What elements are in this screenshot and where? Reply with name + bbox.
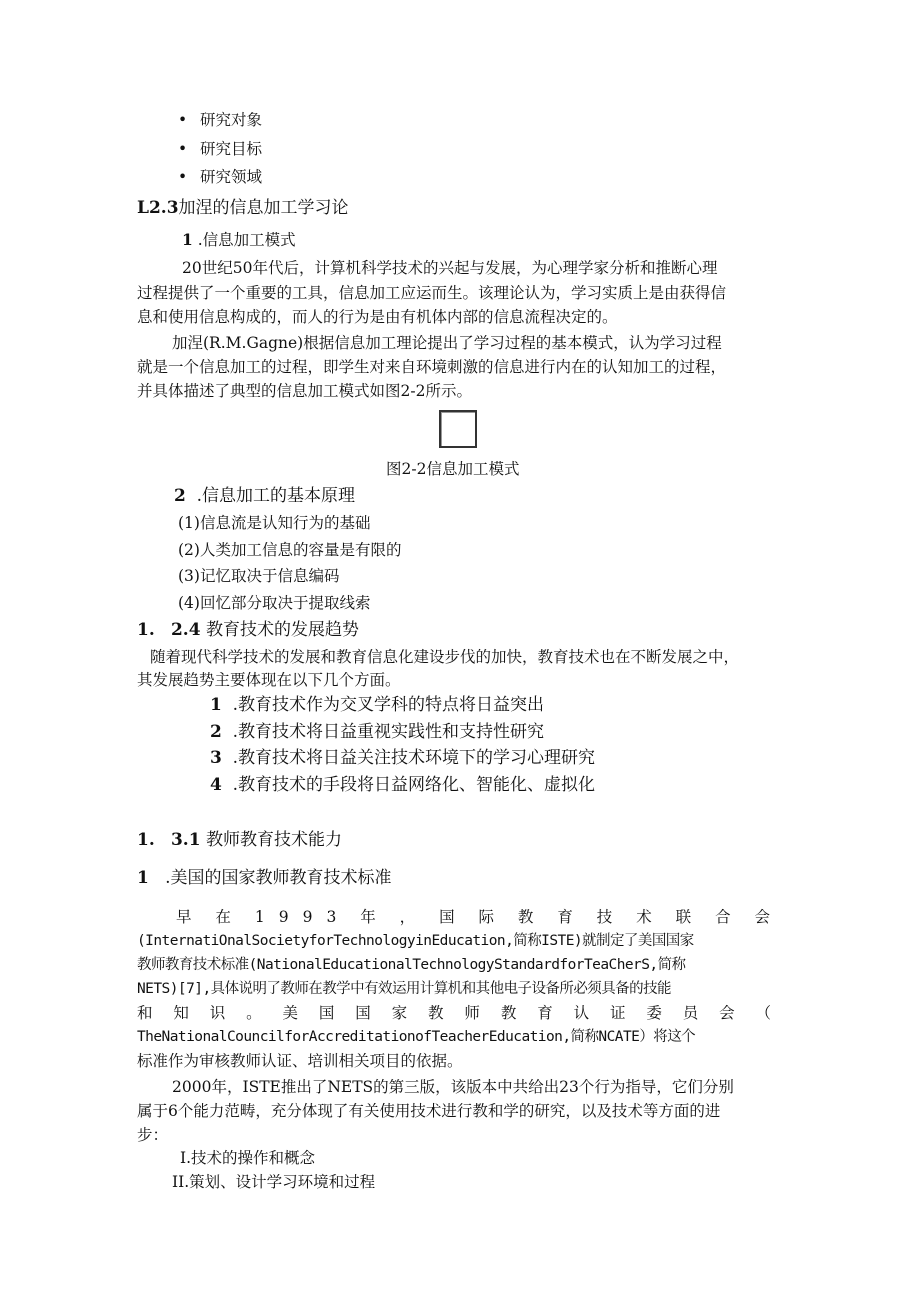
trend-item: 4 .教育技术的手段将日益网络化、智能化、虚拟化 (210, 775, 596, 795)
figure-caption: 图2-2信息加工模式 (386, 460, 520, 478)
paragraph-line: 属于6个能力范畴，充分体现了有关使用技术进行教和学的研究，以及技术等方面的进 (137, 1102, 721, 1120)
bullet-item: • 研究目标 (178, 139, 262, 159)
paragraph-line: 并具体描述了典型的信息加工模式如图2-2所示。 (137, 382, 472, 400)
paragraph-line: NETS)[7],具体说明了教师在教学中有效运用计算机和其他电子设备所必须具备的技能 (137, 981, 671, 997)
paragraph-line: TheNationalCouncilforAccreditationofTeacherEducation,简称NCATE）将这个 (137, 1029, 696, 1045)
trend-item: 3 .教育技术将日益关注技术环境下的学习心理研究 (210, 748, 596, 768)
trend-item: 2 .教育技术将日益重视实践性和支持性研究 (210, 722, 545, 742)
paragraph-line: 教师教育技术标准(NationalEducationalTechnologyStandardforTeaCherS,简称 (137, 957, 686, 973)
paragraph-line: 加涅(R.M.Gagne)根据信息加工理论提出了学习过程的基本模式，认为学习过程 (172, 334, 722, 352)
paragraph-line: 2000年，ISTE推出了NETS的第三版，该版本中共给出23个行为指导，它们分别 (172, 1078, 734, 1096)
bullet-item: • 研究对象 (178, 110, 262, 130)
paragraph-line: 标准作为审核教师认证、培训相关项目的依据。 (137, 1052, 463, 1070)
paragraph-line: 其发展趋势主要体现在以下几个方面。 (137, 671, 401, 689)
paragraph-line: 随着现代科学技术的发展和教育信息化建设步伐的加快，教育技术也在不断发展之中， (150, 648, 740, 666)
bullet-item: • 研究领域 (178, 167, 262, 187)
competency-item: I.技术的操作和概念 (180, 1149, 316, 1167)
paragraph-line: 20世纪50年代后，计算机科学技术的兴起与发展，为心理学家分析和推断心理 (182, 259, 718, 277)
paragraph-line: 步： (137, 1126, 169, 1144)
principle-item: (2)人类加工信息的容量是有限的 (178, 541, 402, 559)
figure-image-placeholder (439, 410, 477, 448)
subheading-basic-principles: 2 .信息加工的基本原理 (174, 486, 356, 506)
principle-item: (4)回忆部分取决于提取线索 (178, 594, 371, 612)
section-heading-3-1: 1. 3.1 教师教育技术能力 (137, 830, 342, 850)
competency-item: II.策划、设计学习环境和过程 (172, 1173, 376, 1191)
paragraph-line: (InternatiOnalSocietyforTechnologyinEducation,简称ISTE)就制定了美国国家 (137, 933, 694, 949)
principle-item: (1)信息流是认知行为的基础 (178, 514, 371, 532)
section-heading-2-4: 1. 2.4 教育技术的发展趋势 (137, 620, 359, 640)
subheading-us-standards: 1 .美国的国家教师教育技术标准 (137, 868, 392, 888)
section-heading-2-3: L2.3加涅的信息加工学习论 (137, 198, 349, 218)
subheading-info-processing-model: 1 .信息加工模式 (182, 230, 296, 249)
trend-item: 1 .教育技术作为交叉学科的特点将日益突出 (210, 695, 545, 715)
paragraph-line: 过程提供了一个重要的工具，信息加工应运而生。该理论认为，学习实质上是由获得信 (137, 284, 727, 302)
principle-item: (3)记忆取决于信息编码 (178, 567, 340, 585)
paragraph-line: 息和使用信息构成的，而人的行为是由有机体内部的信息流程决定的。 (137, 308, 618, 326)
paragraph-line: 和知识。美国国家教师教育认证委员会（ (137, 1004, 784, 1022)
paragraph-line: 早在1993年，国际教育技术联合会 (176, 908, 784, 926)
paragraph-line: 就是一个信息加工的过程，即学生对来自环境刺激的信息进行内在的认知加工的过程， (137, 358, 727, 376)
